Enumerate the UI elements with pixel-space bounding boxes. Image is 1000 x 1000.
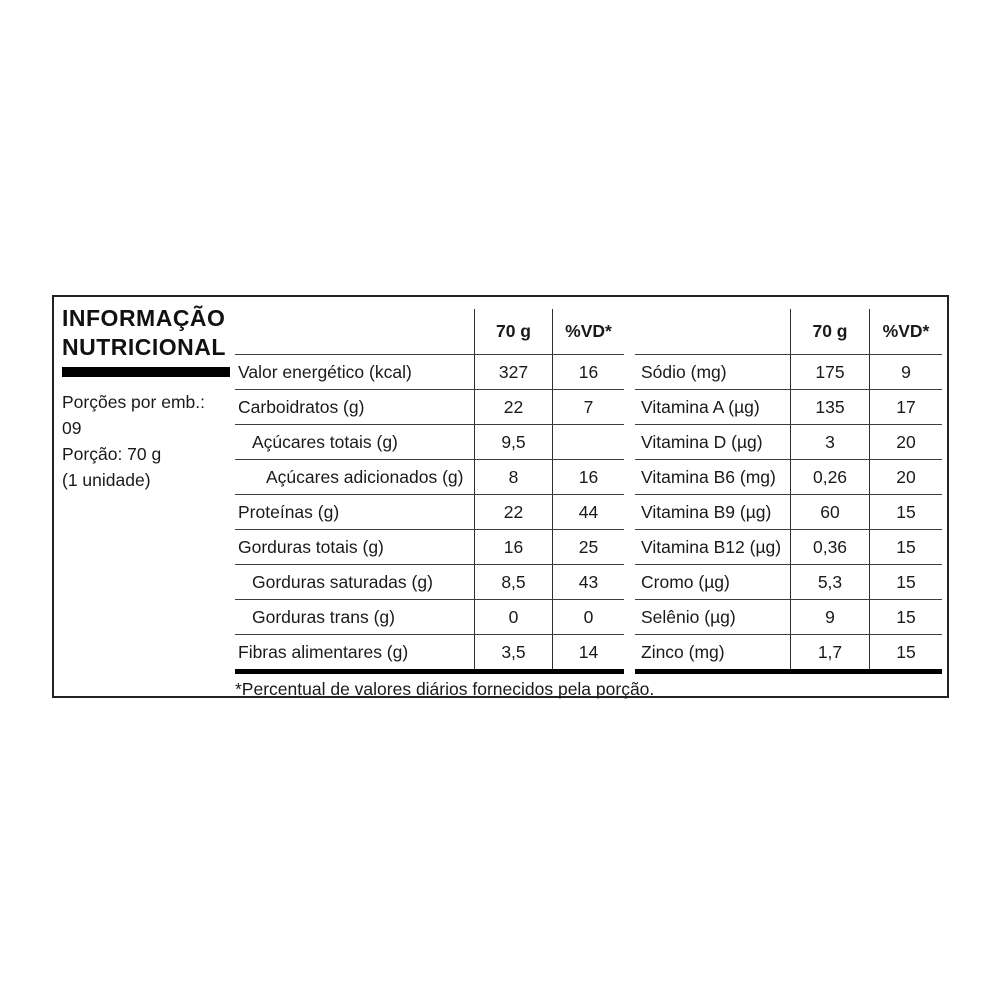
nutrient-daily-value: 20 — [869, 460, 942, 494]
right-table-body — [635, 354, 942, 669]
nutrient-amount: 9 — [790, 600, 869, 634]
nutrient-row — [235, 354, 624, 389]
nutrient-daily-value: 20 — [869, 425, 942, 459]
nutrient-daily-value: 43 — [552, 565, 624, 599]
nutrient-amount: 135 — [790, 390, 869, 424]
nutrient-row — [235, 564, 624, 599]
nutrient-amount: 8 — [474, 460, 552, 494]
nutrient-amount: 22 — [474, 390, 552, 424]
nutrient-name: Vitamina B6 (mg) — [641, 466, 776, 487]
table-bottom-rule — [635, 669, 942, 674]
nutrient-name: Valor energético (kcal) — [238, 361, 412, 382]
table-header-row — [235, 309, 624, 354]
nutrient-daily-value: 16 — [552, 355, 624, 389]
nutrient-name: Açúcares adicionados (g) — [266, 466, 464, 487]
nutrient-row — [235, 389, 624, 424]
nutrient-amount: 3,5 — [474, 635, 552, 669]
nutrient-row — [635, 354, 942, 389]
nutrient-row — [635, 459, 942, 494]
nutrient-amount: 0,36 — [790, 530, 869, 564]
header-spacer — [635, 309, 790, 354]
serving-size: Porção: 70 g — [62, 444, 162, 464]
nutrient-amount: 327 — [474, 355, 552, 389]
panel-title — [62, 304, 226, 362]
nutrient-daily-value: 0 — [552, 600, 624, 634]
nutrient-amount: 0 — [474, 600, 552, 634]
nutrient-name: Vitamina B9 (µg) — [641, 501, 772, 522]
nutrient-amount: 8,5 — [474, 565, 552, 599]
nutrient-name: Gorduras totais (g) — [238, 536, 384, 557]
left-table-body — [235, 354, 624, 669]
nutrient-daily-value: 14 — [552, 635, 624, 669]
nutrient-row — [635, 599, 942, 634]
nutrient-name: Vitamina B12 (µg) — [641, 536, 782, 557]
nutrient-amount: 9,5 — [474, 425, 552, 459]
table-bottom-rule — [235, 669, 624, 674]
nutrient-name: Carboidratos (g) — [238, 396, 365, 417]
nutrient-daily-value: 16 — [552, 460, 624, 494]
nutrient-name: Sódio (mg) — [641, 361, 727, 382]
nutrient-daily-value: 9 — [869, 355, 942, 389]
nutrient-row — [635, 424, 942, 459]
nutrient-row — [635, 564, 942, 599]
nutrient-amount: 22 — [474, 495, 552, 529]
nutrient-row — [635, 494, 942, 529]
panel-title-line2: NUTRICIONAL — [62, 334, 226, 360]
nutrient-name: Cromo (µg) — [641, 571, 730, 592]
nutrient-amount: 60 — [790, 495, 869, 529]
title-divider-bar — [62, 367, 230, 377]
nutrient-daily-value: 15 — [869, 530, 942, 564]
nutrients-table-right — [635, 309, 942, 674]
nutrient-daily-value: 15 — [869, 565, 942, 599]
nutrient-row — [235, 634, 624, 669]
nutrient-amount: 1,7 — [790, 635, 869, 669]
nutrient-daily-value: 17 — [869, 390, 942, 424]
nutrient-amount: 3 — [790, 425, 869, 459]
header-spacer — [235, 309, 474, 354]
nutrient-daily-value — [552, 425, 624, 459]
nutrient-daily-value: 15 — [869, 600, 942, 634]
panel-title-line1: INFORMAÇÃO — [62, 305, 226, 331]
serving-unit: (1 unidade) — [62, 470, 151, 490]
header-amount: 70 g — [474, 309, 552, 354]
header-daily-value: %VD* — [552, 309, 624, 354]
nutrient-row — [235, 424, 624, 459]
servings-per-package-value: 09 — [62, 418, 82, 438]
nutrient-name: Vitamina A (µg) — [641, 396, 760, 417]
nutrient-row — [235, 599, 624, 634]
serving-info — [62, 389, 205, 493]
nutrient-daily-value: 44 — [552, 495, 624, 529]
nutrient-row — [235, 494, 624, 529]
nutrient-daily-value: 7 — [552, 390, 624, 424]
nutrient-name: Vitamina D (µg) — [641, 431, 763, 452]
daily-value-footnote: *Percentual de valores diários fornecidos pela porção. — [235, 679, 655, 699]
table-header-row — [635, 309, 942, 354]
nutrient-name: Selênio (µg) — [641, 606, 736, 627]
nutrient-row — [235, 459, 624, 494]
nutrient-amount: 0,26 — [790, 460, 869, 494]
nutrients-table-left — [235, 309, 624, 674]
nutrient-name: Açúcares totais (g) — [252, 431, 398, 452]
servings-per-package-label: Porções por emb.: — [62, 392, 205, 412]
nutrient-amount: 5,3 — [790, 565, 869, 599]
nutrient-name: Fibras alimentares (g) — [238, 641, 409, 662]
nutrient-row — [635, 634, 942, 669]
nutrient-name: Zinco (mg) — [641, 641, 725, 662]
nutrient-row — [635, 389, 942, 424]
nutrient-row — [235, 529, 624, 564]
nutrient-name: Gorduras trans (g) — [252, 606, 395, 627]
header-daily-value: %VD* — [869, 309, 942, 354]
nutrient-daily-value: 15 — [869, 635, 942, 669]
nutrient-name: Proteínas (g) — [238, 501, 340, 522]
nutrient-amount: 175 — [790, 355, 869, 389]
nutrition-facts-panel — [52, 295, 949, 698]
nutrient-daily-value: 25 — [552, 530, 624, 564]
header-amount: 70 g — [790, 309, 869, 354]
nutrient-name: Gorduras saturadas (g) — [252, 571, 433, 592]
nutrient-daily-value: 15 — [869, 495, 942, 529]
nutrient-row — [635, 529, 942, 564]
nutrient-amount: 16 — [474, 530, 552, 564]
